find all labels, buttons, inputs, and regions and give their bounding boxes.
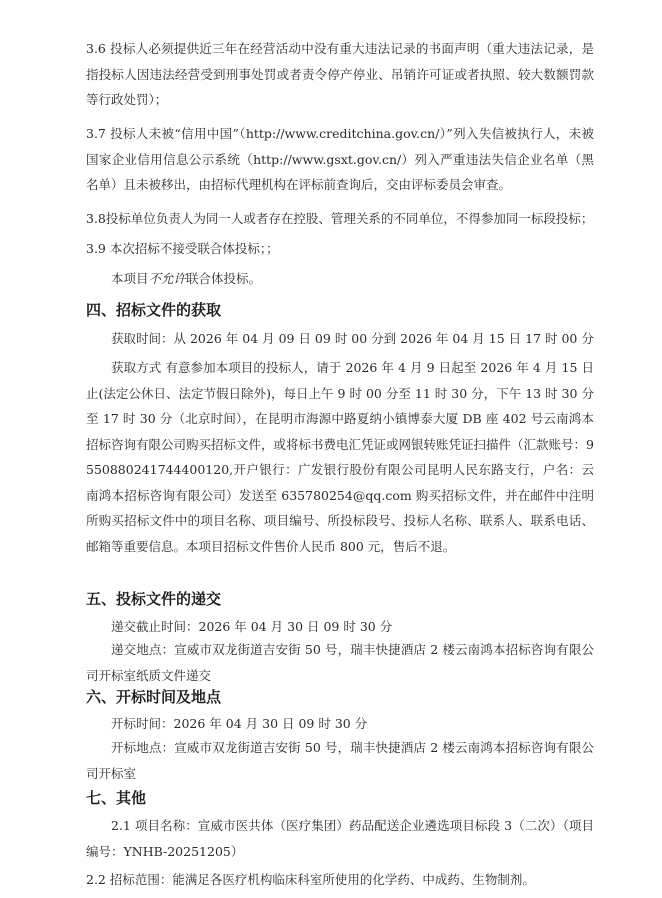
heading-section-6: 六、开标时间及地点 <box>86 688 222 706</box>
submission-place: 递交地点：宣威市双龙街道吉安街 50 号，瑞丰快捷酒店 2 楼云南鸿本招标咨询有限公司开标室纸质文件递交 <box>86 642 594 683</box>
opening-place: 开标地点：宣威市双龙街道吉安街 50 号，瑞丰快捷酒店 2 楼云南鸿本招标咨询有限公司开标室 <box>86 740 594 781</box>
heading-section-5: 五、投标文件的递交 <box>86 590 222 608</box>
consortium-note <box>86 266 594 292</box>
acquisition-time: 获取时间：从 2026 年 04 月 09 日 09 时 00 分到 2026 年 04 月 15 日 17 时 00 分 <box>111 331 594 346</box>
clause-3-6: 3.6 投标人必须提供近三年在经营活动中没有重大违法记录的书面声明（重大违法记录，是指投标人因违法经营受到刑事处罚或者责令停产停业、吊销许可证或者执照、较大数额罚款等行政处罚）； <box>86 41 594 107</box>
acquisition-method: 获取方式 有意参加本项目的投标人，请于 2026 年 4 月 9 日起至 2026 年 4 月 15 日止(法定公休日、法定节假日除外)，每日上午 9 时 00 分至 11 时 30 分，下午 13 时 30 分至 17 时 30 分（北京时间），在昆明市海源中路夏纳小镇博泰大厦 DB 座 402 号云南鸿本招标咨询有限公司购买招标文件，或将标书费电汇凭证或网银转账凭证扫描件（汇款账号：9550880241744400120,开户银行：广发银行股份有限公司昆明人民东路支行，户名：云南鸿本招标咨询有限公司）发送至 635780254@qq.com 购买招标文件，并在邮件中注明所购买招标文件中的项目名称、项目编号、所投标段号、投标人名称、联系人、联系电话、邮箱等重要信息。本项目招标文件售价人民币 800 元，售后不退。 <box>86 360 594 554</box>
clause-2-1: 2.1 项目名称：宣威市医共体（医疗集团）药品配送企业遴选项目标段 3（二次）（项目编号：YNHB-20251205） <box>86 818 594 859</box>
heading-section-7: 七、其他 <box>86 789 147 807</box>
consortium-emphasis: 不允许 <box>148 271 187 286</box>
clause-3-8: 3.8投标单位负责人为同一人或者存在控股、管理关系的不同单位，不得参加同一标段投标； <box>86 211 594 226</box>
consortium-suffix: 联合体投标。 <box>186 271 262 286</box>
clause-2-2: 2.2 招标范围：能满足各医疗机构临床科室所使用的化学药、中成药、生物制剂。 <box>86 872 535 887</box>
submission-deadline: 递交截止时间：2026 年 04 月 30 日 09 时 30 分 <box>111 619 393 634</box>
clause-3-9: 3.9 本次招标不接受联合体投标；； <box>86 241 279 256</box>
clause-3-7: 3.7 投标人未被“信用中国”（http://www.creditchina.gov.cn/）”列入失信被执行人，未被国家企业信用信息公示系统（http://www.gsxt.gov.cn/）列入严重违法失信企业名单（黑名单）且未被移出，由招标代理机构在评标前查询后，交由评标委员会审查。 <box>86 126 594 192</box>
consortium-prefix: 本项目 <box>111 271 149 286</box>
opening-time: 开标时间：2026 年 04 月 30 日 09 时 30 分 <box>111 716 368 731</box>
heading-section-4: 四、招标文件的获取 <box>86 301 222 319</box>
